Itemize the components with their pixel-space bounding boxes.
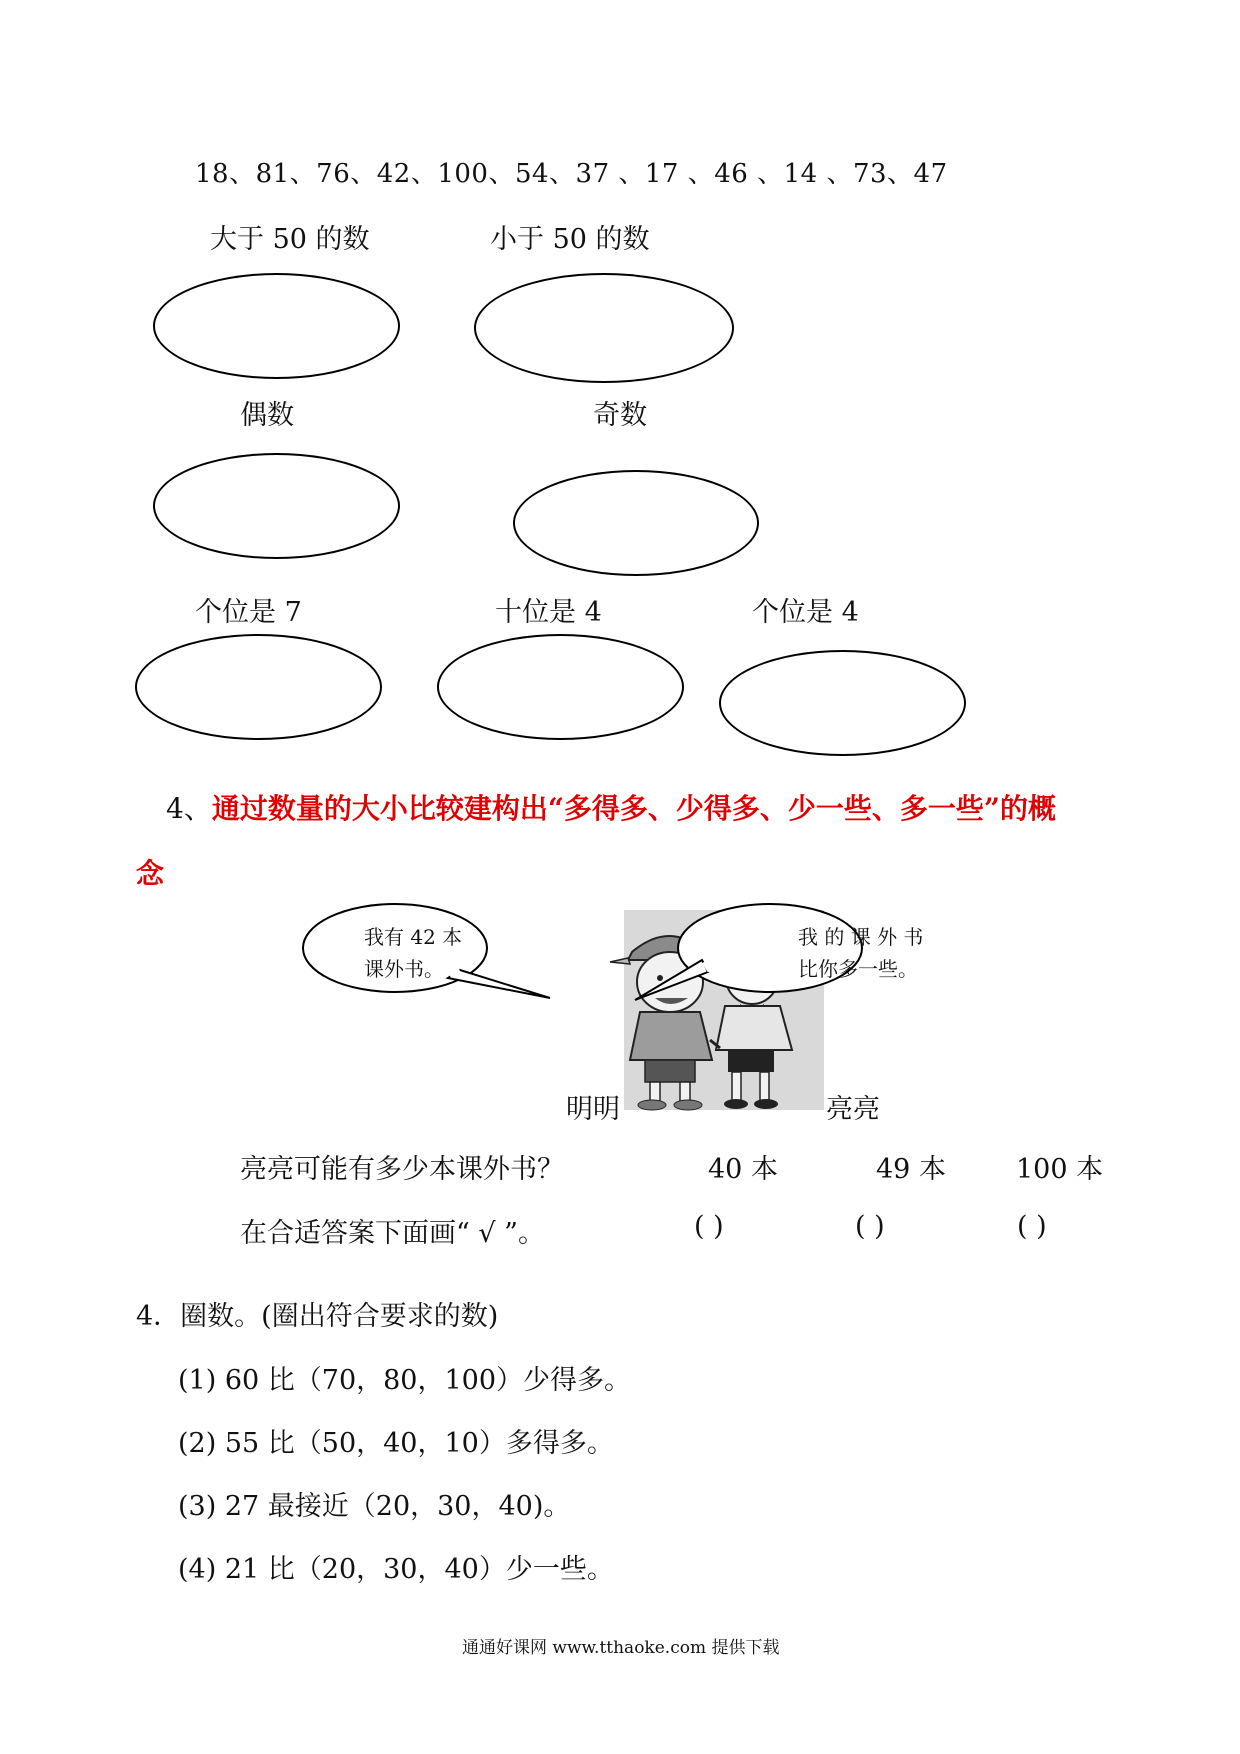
question-instruction: 在合适答案下面画“ √ ”。 — [240, 1218, 545, 1249]
option-49: 49 本 — [876, 1154, 946, 1185]
right-bubble-line1: 我 的 课 外 书 — [798, 925, 924, 949]
section4-title-line2: 念 — [136, 857, 165, 890]
oval-units-7[interactable] — [135, 634, 382, 740]
option-100: 100 本 — [1016, 1154, 1104, 1185]
left-bubble-line2: 课外书。 — [364, 957, 444, 981]
section4-prefix: 4、 — [166, 792, 212, 825]
section4-title — [166, 787, 1056, 827]
oval-less-50[interactable] — [474, 273, 734, 383]
group-label-greater-50: 大于 50 的数 — [210, 224, 370, 255]
name-mingming: 明明 — [566, 1094, 620, 1125]
oval-units-4[interactable] — [719, 650, 966, 756]
group-label-tens-4: 十位是 4 — [495, 597, 602, 628]
right-bubble-line2: 比你多一些。 — [798, 957, 918, 981]
option-40: 40 本 — [708, 1154, 778, 1185]
oval-greater-50[interactable] — [153, 273, 400, 379]
circle-section-title: 4．圈数。(圈出符合要求的数) — [136, 1301, 499, 1332]
group-label-units-7: 个位是 7 — [195, 597, 302, 628]
circle-item-2: (2) 55 比（50，40，10）多得多。 — [178, 1428, 614, 1459]
name-liangliang: 亮亮 — [826, 1094, 880, 1125]
left-bubble-line1: 我有 42 本 — [364, 925, 463, 949]
circle-item-3: (3) 27 最接近（20，30，40)。 — [178, 1491, 571, 1522]
number-list: 18、81、76、42、100、54、37 、17 、46 、14 、73、47 — [195, 159, 948, 189]
group-label-less-50: 小于 50 的数 — [490, 224, 650, 255]
group-label-even: 偶数 — [240, 400, 294, 431]
answer-blank-49[interactable]: ( ) — [855, 1211, 885, 1242]
answer-blank-100[interactable]: ( ) — [1017, 1211, 1047, 1242]
question-text: 亮亮可能有多少本课外书？ — [240, 1154, 564, 1185]
oval-tens-4[interactable] — [437, 634, 684, 740]
circle-item-4: (4) 21 比（20，30，40）少一些。 — [178, 1554, 614, 1585]
oval-even[interactable] — [153, 453, 400, 559]
section4-title-line1: 通过数量的大小比较建构出“多得多、少得多、少一些、多一些”的概 — [211, 792, 1057, 825]
answer-blank-40[interactable]: ( ) — [694, 1211, 724, 1242]
group-label-odd: 奇数 — [593, 400, 647, 431]
page-footer: 通通好课网 www.tthaoke.com 提供下载 — [462, 1638, 780, 1658]
group-label-units-4: 个位是 4 — [752, 597, 859, 628]
circle-item-1: (1) 60 比（70，80，100）少得多。 — [178, 1365, 632, 1396]
oval-odd[interactable] — [513, 470, 759, 576]
